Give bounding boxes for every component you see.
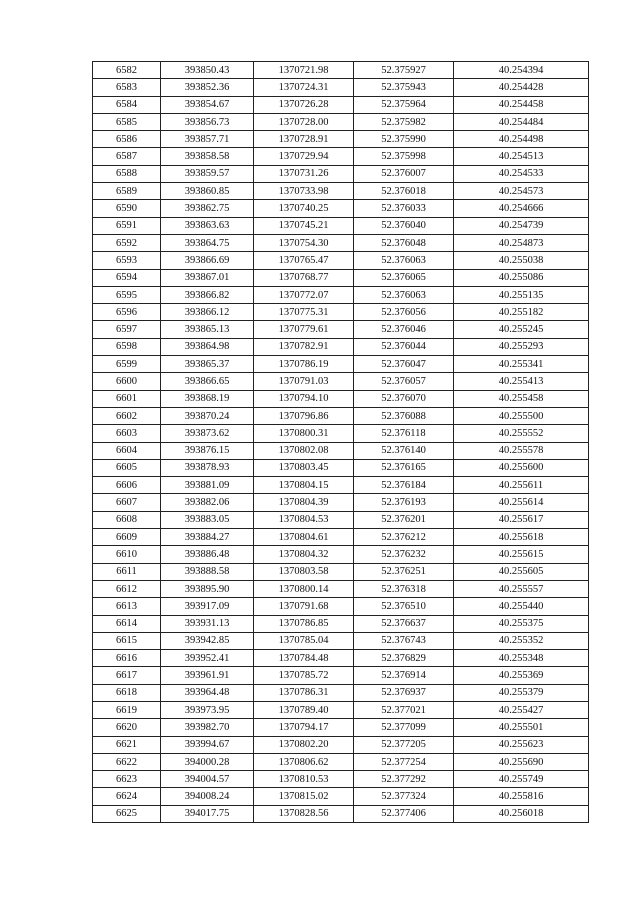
point-id-cell: 6613 <box>93 598 161 615</box>
y-coordinate-cell: 1370779.61 <box>254 321 354 338</box>
x-coordinate-cell: 393994.67 <box>161 736 254 753</box>
table-row <box>93 477 589 494</box>
table-row <box>93 373 589 390</box>
latitude-cell: 52.376057 <box>354 373 454 390</box>
y-coordinate-cell: 1370785.04 <box>254 632 354 649</box>
y-coordinate-cell: 1370740.25 <box>254 200 354 217</box>
table-row <box>93 494 589 511</box>
latitude-cell: 52.376201 <box>354 511 454 528</box>
table-row <box>93 96 589 113</box>
latitude-cell: 52.376937 <box>354 684 454 701</box>
latitude-cell: 52.375927 <box>354 62 454 79</box>
y-coordinate-cell: 1370728.00 <box>254 113 354 130</box>
table-row <box>93 62 589 79</box>
latitude-cell: 52.376047 <box>354 356 454 373</box>
x-coordinate-cell: 393860.85 <box>161 183 254 200</box>
longitude-cell: 40.255552 <box>454 425 589 442</box>
table-row <box>93 442 589 459</box>
x-coordinate-cell: 393865.13 <box>161 321 254 338</box>
point-id-cell: 6606 <box>93 477 161 494</box>
table-row <box>93 701 589 718</box>
x-coordinate-cell: 393873.62 <box>161 425 254 442</box>
point-id-cell: 6584 <box>93 96 161 113</box>
point-id-cell: 6600 <box>93 373 161 390</box>
table-row <box>93 269 589 286</box>
y-coordinate-cell: 1370802.08 <box>254 442 354 459</box>
table-row <box>93 719 589 736</box>
longitude-cell: 40.254394 <box>454 62 589 79</box>
table-row <box>93 805 589 822</box>
x-coordinate-cell: 393961.91 <box>161 667 254 684</box>
longitude-cell: 40.255245 <box>454 321 589 338</box>
y-coordinate-cell: 1370728.91 <box>254 131 354 148</box>
latitude-cell: 52.376743 <box>354 632 454 649</box>
point-id-cell: 6583 <box>93 79 161 96</box>
latitude-cell: 52.375998 <box>354 148 454 165</box>
x-coordinate-cell: 393942.85 <box>161 632 254 649</box>
y-coordinate-cell: 1370815.02 <box>254 788 354 805</box>
x-coordinate-cell: 393866.82 <box>161 286 254 303</box>
y-coordinate-cell: 1370782.91 <box>254 338 354 355</box>
longitude-cell: 40.255348 <box>454 650 589 667</box>
y-coordinate-cell: 1370828.56 <box>254 805 354 822</box>
latitude-cell: 52.376140 <box>354 442 454 459</box>
latitude-cell: 52.376033 <box>354 200 454 217</box>
point-id-cell: 6617 <box>93 667 161 684</box>
y-coordinate-cell: 1370802.20 <box>254 736 354 753</box>
y-coordinate-cell: 1370804.39 <box>254 494 354 511</box>
table-row <box>93 252 589 269</box>
point-id-cell: 6607 <box>93 494 161 511</box>
longitude-cell: 40.255501 <box>454 719 589 736</box>
point-id-cell: 6620 <box>93 719 161 736</box>
longitude-cell: 40.255578 <box>454 442 589 459</box>
table-row <box>93 425 589 442</box>
longitude-cell: 40.254739 <box>454 217 589 234</box>
x-coordinate-cell: 393856.73 <box>161 113 254 130</box>
table-row <box>93 356 589 373</box>
table-row <box>93 338 589 355</box>
coordinate-table <box>92 61 589 823</box>
point-id-cell: 6592 <box>93 234 161 251</box>
x-coordinate-cell: 393888.58 <box>161 563 254 580</box>
y-coordinate-cell: 1370784.48 <box>254 650 354 667</box>
table-row <box>93 286 589 303</box>
longitude-cell: 40.255182 <box>454 304 589 321</box>
x-coordinate-cell: 394004.57 <box>161 771 254 788</box>
latitude-cell: 52.377254 <box>354 753 454 770</box>
table-row <box>93 529 589 546</box>
table-row <box>93 407 589 424</box>
longitude-cell: 40.255816 <box>454 788 589 805</box>
x-coordinate-cell: 393863.63 <box>161 217 254 234</box>
x-coordinate-cell: 393883.05 <box>161 511 254 528</box>
x-coordinate-cell: 393886.48 <box>161 546 254 563</box>
table-row <box>93 217 589 234</box>
y-coordinate-cell: 1370789.40 <box>254 701 354 718</box>
table-row <box>93 183 589 200</box>
x-coordinate-cell: 393866.69 <box>161 252 254 269</box>
table-row <box>93 650 589 667</box>
longitude-cell: 40.255038 <box>454 252 589 269</box>
x-coordinate-cell: 393884.27 <box>161 529 254 546</box>
point-id-cell: 6625 <box>93 805 161 822</box>
longitude-cell: 40.256018 <box>454 805 589 822</box>
x-coordinate-cell: 393866.65 <box>161 373 254 390</box>
point-id-cell: 6599 <box>93 356 161 373</box>
latitude-cell: 52.376065 <box>354 269 454 286</box>
y-coordinate-cell: 1370786.19 <box>254 356 354 373</box>
point-id-cell: 6582 <box>93 62 161 79</box>
latitude-cell: 52.376251 <box>354 563 454 580</box>
coordinate-table-body <box>93 62 589 823</box>
table-row <box>93 321 589 338</box>
x-coordinate-cell: 394017.75 <box>161 805 254 822</box>
table-row <box>93 632 589 649</box>
longitude-cell: 40.254666 <box>454 200 589 217</box>
point-id-cell: 6594 <box>93 269 161 286</box>
longitude-cell: 40.254873 <box>454 234 589 251</box>
y-coordinate-cell: 1370726.28 <box>254 96 354 113</box>
y-coordinate-cell: 1370803.45 <box>254 459 354 476</box>
x-coordinate-cell: 393864.75 <box>161 234 254 251</box>
latitude-cell: 52.376212 <box>354 529 454 546</box>
x-coordinate-cell: 393870.24 <box>161 407 254 424</box>
longitude-cell: 40.255623 <box>454 736 589 753</box>
y-coordinate-cell: 1370804.32 <box>254 546 354 563</box>
longitude-cell: 40.255135 <box>454 286 589 303</box>
y-coordinate-cell: 1370794.10 <box>254 390 354 407</box>
x-coordinate-cell: 393866.12 <box>161 304 254 321</box>
latitude-cell: 52.376914 <box>354 667 454 684</box>
y-coordinate-cell: 1370804.61 <box>254 529 354 546</box>
x-coordinate-cell: 393850.43 <box>161 62 254 79</box>
y-coordinate-cell: 1370796.86 <box>254 407 354 424</box>
latitude-cell: 52.376829 <box>354 650 454 667</box>
y-coordinate-cell: 1370724.31 <box>254 79 354 96</box>
longitude-cell: 40.255352 <box>454 632 589 649</box>
table-row <box>93 736 589 753</box>
latitude-cell: 52.375982 <box>354 113 454 130</box>
x-coordinate-cell: 393857.71 <box>161 131 254 148</box>
point-id-cell: 6605 <box>93 459 161 476</box>
y-coordinate-cell: 1370800.14 <box>254 580 354 597</box>
y-coordinate-cell: 1370731.26 <box>254 165 354 182</box>
y-coordinate-cell: 1370804.15 <box>254 477 354 494</box>
table-row <box>93 788 589 805</box>
table-row <box>93 771 589 788</box>
longitude-cell: 40.254498 <box>454 131 589 148</box>
point-id-cell: 6603 <box>93 425 161 442</box>
x-coordinate-cell: 393876.15 <box>161 442 254 459</box>
x-coordinate-cell: 393952.41 <box>161 650 254 667</box>
longitude-cell: 40.255427 <box>454 701 589 718</box>
latitude-cell: 52.377292 <box>354 771 454 788</box>
longitude-cell: 40.255557 <box>454 580 589 597</box>
latitude-cell: 52.376018 <box>354 183 454 200</box>
y-coordinate-cell: 1370785.72 <box>254 667 354 684</box>
longitude-cell: 40.254533 <box>454 165 589 182</box>
x-coordinate-cell: 393867.01 <box>161 269 254 286</box>
longitude-cell: 40.255605 <box>454 563 589 580</box>
x-coordinate-cell: 393982.70 <box>161 719 254 736</box>
longitude-cell: 40.255293 <box>454 338 589 355</box>
point-id-cell: 6618 <box>93 684 161 701</box>
longitude-cell: 40.254458 <box>454 96 589 113</box>
x-coordinate-cell: 393878.93 <box>161 459 254 476</box>
latitude-cell: 52.376318 <box>354 580 454 597</box>
latitude-cell: 52.376637 <box>354 615 454 632</box>
longitude-cell: 40.255086 <box>454 269 589 286</box>
table-row <box>93 165 589 182</box>
point-id-cell: 6598 <box>93 338 161 355</box>
latitude-cell: 52.376056 <box>354 304 454 321</box>
y-coordinate-cell: 1370721.98 <box>254 62 354 79</box>
longitude-cell: 40.255375 <box>454 615 589 632</box>
x-coordinate-cell: 394000.28 <box>161 753 254 770</box>
y-coordinate-cell: 1370794.17 <box>254 719 354 736</box>
latitude-cell: 52.376165 <box>354 459 454 476</box>
x-coordinate-cell: 393864.98 <box>161 338 254 355</box>
longitude-cell: 40.255690 <box>454 753 589 770</box>
latitude-cell: 52.376118 <box>354 425 454 442</box>
latitude-cell: 52.375964 <box>354 96 454 113</box>
latitude-cell: 52.375990 <box>354 131 454 148</box>
table-row <box>93 234 589 251</box>
latitude-cell: 52.376232 <box>354 546 454 563</box>
y-coordinate-cell: 1370786.31 <box>254 684 354 701</box>
table-row <box>93 390 589 407</box>
latitude-cell: 52.377205 <box>354 736 454 753</box>
point-id-cell: 6608 <box>93 511 161 528</box>
x-coordinate-cell: 394008.24 <box>161 788 254 805</box>
longitude-cell: 40.255618 <box>454 529 589 546</box>
y-coordinate-cell: 1370765.47 <box>254 252 354 269</box>
longitude-cell: 40.255615 <box>454 546 589 563</box>
longitude-cell: 40.255379 <box>454 684 589 701</box>
latitude-cell: 52.376048 <box>354 234 454 251</box>
point-id-cell: 6612 <box>93 580 161 597</box>
y-coordinate-cell: 1370733.98 <box>254 183 354 200</box>
latitude-cell: 52.376193 <box>354 494 454 511</box>
point-id-cell: 6586 <box>93 131 161 148</box>
latitude-cell: 52.377021 <box>354 701 454 718</box>
x-coordinate-cell: 393858.58 <box>161 148 254 165</box>
y-coordinate-cell: 1370806.62 <box>254 753 354 770</box>
point-id-cell: 6596 <box>93 304 161 321</box>
table-row <box>93 753 589 770</box>
y-coordinate-cell: 1370768.77 <box>254 269 354 286</box>
point-id-cell: 6619 <box>93 701 161 718</box>
x-coordinate-cell: 393964.48 <box>161 684 254 701</box>
table-row <box>93 580 589 597</box>
point-id-cell: 6597 <box>93 321 161 338</box>
x-coordinate-cell: 393852.36 <box>161 79 254 96</box>
y-coordinate-cell: 1370804.53 <box>254 511 354 528</box>
table-row <box>93 563 589 580</box>
latitude-cell: 52.377406 <box>354 805 454 822</box>
longitude-cell: 40.255341 <box>454 356 589 373</box>
longitude-cell: 40.255369 <box>454 667 589 684</box>
table-row <box>93 511 589 528</box>
y-coordinate-cell: 1370729.94 <box>254 148 354 165</box>
longitude-cell: 40.255611 <box>454 477 589 494</box>
longitude-cell: 40.254513 <box>454 148 589 165</box>
point-id-cell: 6601 <box>93 390 161 407</box>
longitude-cell: 40.255458 <box>454 390 589 407</box>
point-id-cell: 6609 <box>93 529 161 546</box>
x-coordinate-cell: 393881.09 <box>161 477 254 494</box>
table-row <box>93 304 589 321</box>
x-coordinate-cell: 393931.13 <box>161 615 254 632</box>
y-coordinate-cell: 1370791.68 <box>254 598 354 615</box>
y-coordinate-cell: 1370754.30 <box>254 234 354 251</box>
y-coordinate-cell: 1370810.53 <box>254 771 354 788</box>
longitude-cell: 40.255749 <box>454 771 589 788</box>
y-coordinate-cell: 1370745.21 <box>254 217 354 234</box>
latitude-cell: 52.376184 <box>354 477 454 494</box>
latitude-cell: 52.376088 <box>354 407 454 424</box>
table-row <box>93 546 589 563</box>
latitude-cell: 52.376063 <box>354 252 454 269</box>
table-row <box>93 148 589 165</box>
longitude-cell: 40.255440 <box>454 598 589 615</box>
y-coordinate-cell: 1370772.07 <box>254 286 354 303</box>
point-id-cell: 6585 <box>93 113 161 130</box>
longitude-cell: 40.254428 <box>454 79 589 96</box>
x-coordinate-cell: 393917.09 <box>161 598 254 615</box>
x-coordinate-cell: 393868.19 <box>161 390 254 407</box>
point-id-cell: 6604 <box>93 442 161 459</box>
y-coordinate-cell: 1370791.03 <box>254 373 354 390</box>
table-row <box>93 598 589 615</box>
point-id-cell: 6590 <box>93 200 161 217</box>
latitude-cell: 52.376040 <box>354 217 454 234</box>
table-row <box>93 459 589 476</box>
latitude-cell: 52.375943 <box>354 79 454 96</box>
point-id-cell: 6588 <box>93 165 161 182</box>
y-coordinate-cell: 1370786.85 <box>254 615 354 632</box>
longitude-cell: 40.255600 <box>454 459 589 476</box>
latitude-cell: 52.376070 <box>354 390 454 407</box>
y-coordinate-cell: 1370800.31 <box>254 425 354 442</box>
point-id-cell: 6589 <box>93 183 161 200</box>
point-id-cell: 6624 <box>93 788 161 805</box>
point-id-cell: 6614 <box>93 615 161 632</box>
table-row <box>93 79 589 96</box>
point-id-cell: 6611 <box>93 563 161 580</box>
table-row <box>93 200 589 217</box>
table-row <box>93 667 589 684</box>
point-id-cell: 6610 <box>93 546 161 563</box>
table-row <box>93 615 589 632</box>
y-coordinate-cell: 1370803.58 <box>254 563 354 580</box>
latitude-cell: 52.377099 <box>354 719 454 736</box>
point-id-cell: 6593 <box>93 252 161 269</box>
y-coordinate-cell: 1370775.31 <box>254 304 354 321</box>
longitude-cell: 40.255413 <box>454 373 589 390</box>
point-id-cell: 6595 <box>93 286 161 303</box>
x-coordinate-cell: 393895.90 <box>161 580 254 597</box>
point-id-cell: 6591 <box>93 217 161 234</box>
point-id-cell: 6622 <box>93 753 161 770</box>
x-coordinate-cell: 393973.95 <box>161 701 254 718</box>
x-coordinate-cell: 393854.67 <box>161 96 254 113</box>
latitude-cell: 52.376063 <box>354 286 454 303</box>
point-id-cell: 6615 <box>93 632 161 649</box>
table-row <box>93 684 589 701</box>
x-coordinate-cell: 393865.37 <box>161 356 254 373</box>
longitude-cell: 40.254484 <box>454 113 589 130</box>
latitude-cell: 52.376007 <box>354 165 454 182</box>
table-row <box>93 113 589 130</box>
point-id-cell: 6587 <box>93 148 161 165</box>
longitude-cell: 40.254573 <box>454 183 589 200</box>
longitude-cell: 40.255614 <box>454 494 589 511</box>
latitude-cell: 52.377324 <box>354 788 454 805</box>
point-id-cell: 6616 <box>93 650 161 667</box>
point-id-cell: 6602 <box>93 407 161 424</box>
latitude-cell: 52.376044 <box>354 338 454 355</box>
x-coordinate-cell: 393859.57 <box>161 165 254 182</box>
longitude-cell: 40.255500 <box>454 407 589 424</box>
x-coordinate-cell: 393862.75 <box>161 200 254 217</box>
latitude-cell: 52.376510 <box>354 598 454 615</box>
point-id-cell: 6621 <box>93 736 161 753</box>
point-id-cell: 6623 <box>93 771 161 788</box>
table-row <box>93 131 589 148</box>
longitude-cell: 40.255617 <box>454 511 589 528</box>
latitude-cell: 52.376046 <box>354 321 454 338</box>
x-coordinate-cell: 393882.06 <box>161 494 254 511</box>
